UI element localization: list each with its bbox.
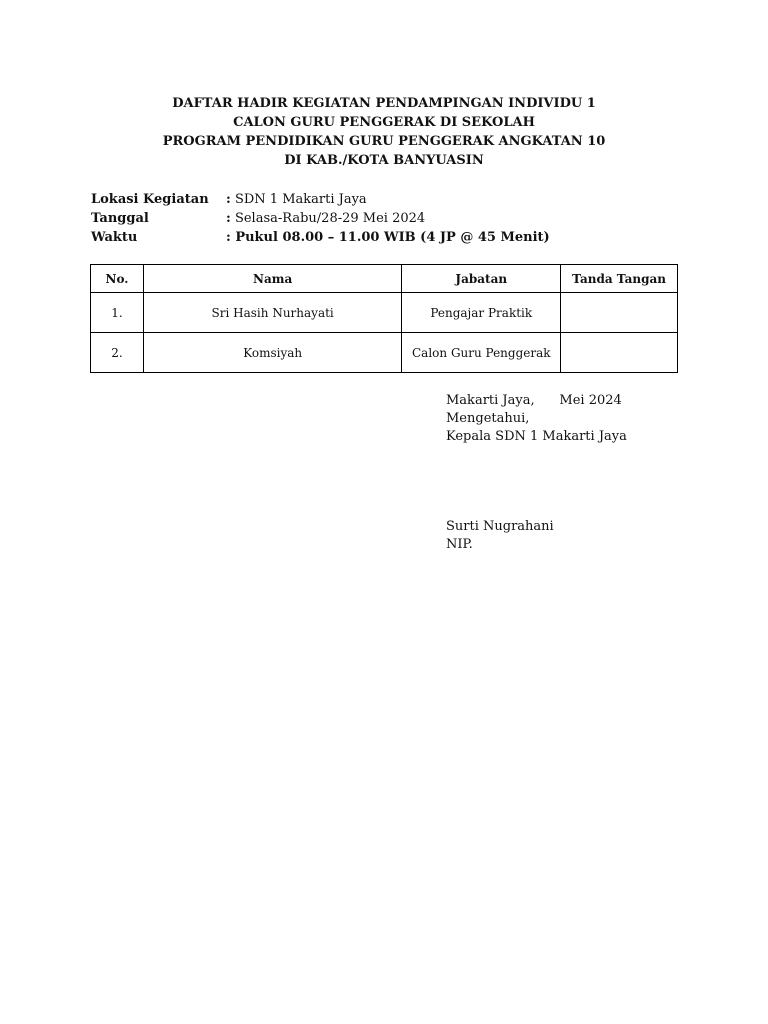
lokasi-colon: : — [226, 192, 231, 207]
table-header-row — [91, 265, 678, 293]
table-row — [91, 293, 678, 333]
mengetahui-text: Mengetahui, — [446, 411, 530, 426]
lokasi-label: Lokasi Kegiatan — [91, 192, 209, 207]
waktu-value: : Pukul 08.00 – 11.00 WIB (4 JP @ 45 Menit) — [226, 230, 550, 245]
cell-no: 1. — [91, 293, 144, 333]
cell-no: 2. — [91, 333, 144, 373]
waktu-label: Waktu — [91, 230, 138, 245]
place-date: Makarti Jaya, Mei 2024 — [446, 393, 622, 408]
signer-name: Surti Nugrahani — [446, 519, 554, 534]
info-row-lokasi — [91, 190, 550, 209]
signer-position: Kepala SDN 1 Makarti Jaya — [446, 429, 627, 444]
lokasi-value — [226, 190, 367, 209]
tanggal-text: Selasa-Rabu/28-29 Mei 2024 — [234, 211, 426, 226]
cell-nama: Sri Hasih Nurhayati — [143, 293, 401, 333]
header-tanda-tangan: Tanda Tangan — [561, 265, 678, 293]
cell-tanda-tangan — [561, 293, 678, 333]
tanggal-label: Tanggal — [91, 211, 149, 226]
event-info — [91, 190, 550, 247]
document-title — [0, 94, 768, 170]
attendance-table — [90, 264, 678, 373]
title-line-4: DI KAB./KOTA BANYUASIN — [284, 153, 484, 168]
header-no: No. — [91, 265, 144, 293]
lokasi-text: SDN 1 Makarti Jaya — [234, 192, 367, 207]
cell-tanda-tangan — [561, 333, 678, 373]
title-line-1: DAFTAR HADIR KEGIATAN PENDAMPINGAN INDIVIDU 1 — [172, 96, 596, 111]
table-row — [91, 333, 678, 373]
signature-space — [446, 446, 627, 518]
info-row-waktu — [91, 228, 550, 247]
signer-nip: NIP. — [446, 537, 473, 552]
header-jabatan: Jabatan — [402, 265, 561, 293]
tanggal-value — [226, 209, 425, 228]
cell-nama: Komsiyah — [143, 333, 401, 373]
tanggal-colon: : — [226, 211, 231, 226]
cell-jabatan: Calon Guru Penggerak — [402, 333, 561, 373]
signature-block — [446, 392, 627, 554]
cell-jabatan: Pengajar Praktik — [402, 293, 561, 333]
title-line-2: CALON GURU PENGGERAK DI SEKOLAH — [233, 115, 535, 130]
info-row-tanggal — [91, 209, 550, 228]
header-nama: Nama — [143, 265, 401, 293]
title-line-3: PROGRAM PENDIDIKAN GURU PENGGERAK ANGKATAN 10 — [162, 134, 606, 149]
